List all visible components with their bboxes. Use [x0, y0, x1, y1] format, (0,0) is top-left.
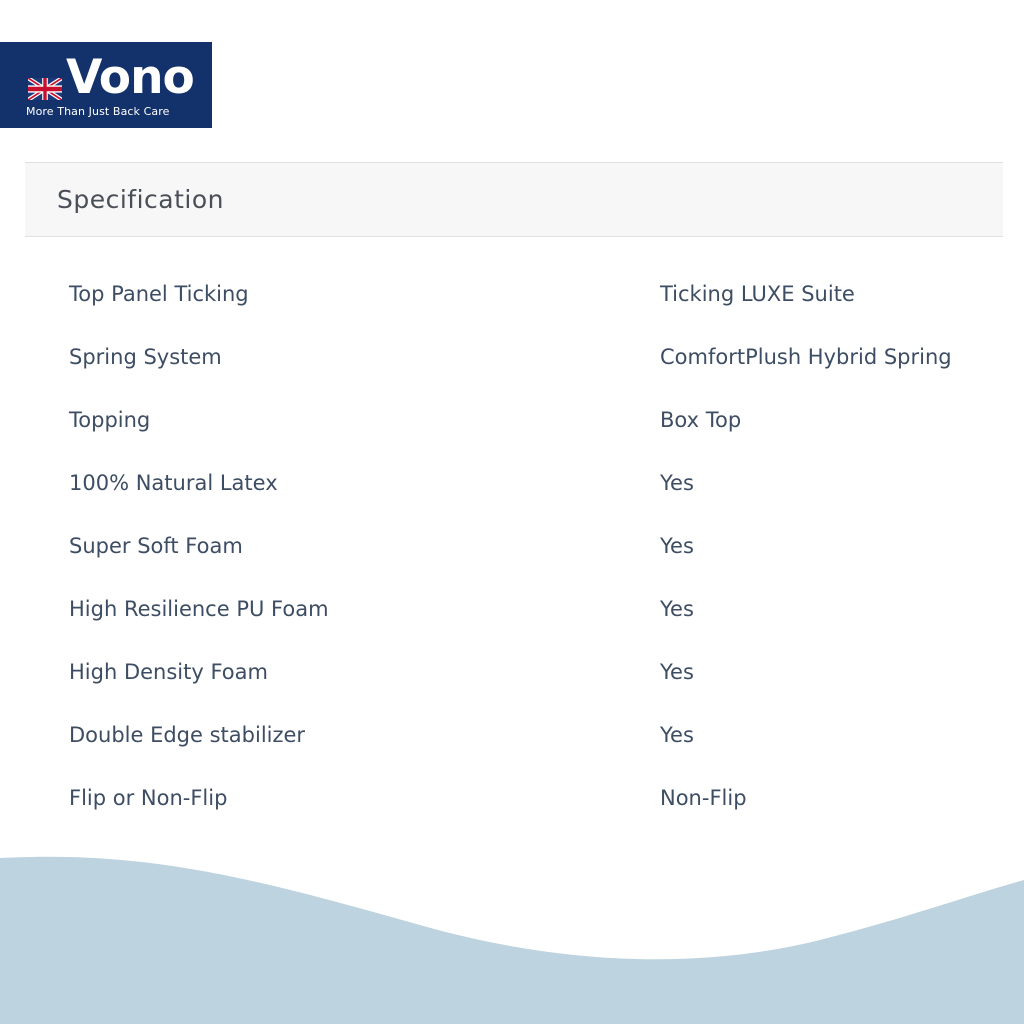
spec-value: Ticking LUXE Suite — [660, 282, 855, 306]
specification-title: Specification — [57, 185, 225, 214]
spec-row — [0, 767, 1024, 830]
spec-label: Flip or Non-Flip — [69, 786, 228, 810]
spec-label: 100% Natural Latex — [69, 471, 278, 495]
spec-value: Box Top — [660, 408, 742, 432]
spec-value: Non-Flip — [660, 786, 747, 810]
spec-row — [0, 578, 1024, 641]
spec-value: Yes — [660, 534, 694, 558]
specification-header — [25, 162, 1003, 237]
spec-row — [0, 452, 1024, 515]
specification-table — [0, 263, 1024, 830]
spec-label: High Density Foam — [69, 660, 268, 684]
brand-tagline: More Than Just Back Care — [26, 105, 170, 118]
brand-name: Vono — [66, 50, 194, 105]
spec-label: Double Edge stabilizer — [69, 723, 306, 747]
spec-row — [0, 389, 1024, 452]
spec-value: ComfortPlush Hybrid Spring — [660, 345, 952, 369]
spec-row — [0, 515, 1024, 578]
spec-label: High Resilience PU Foam — [69, 597, 329, 621]
spec-value: Yes — [660, 660, 694, 684]
spec-value: Yes — [660, 723, 694, 747]
brand-logo — [0, 42, 212, 128]
spec-label: Spring System — [69, 345, 222, 369]
spec-value: Yes — [660, 597, 694, 621]
union-jack-flag-icon — [28, 78, 62, 100]
spec-label: Topping — [69, 408, 151, 432]
spec-label: Super Soft Foam — [69, 534, 243, 558]
spec-row — [0, 263, 1024, 326]
spec-label: Top Panel Ticking — [69, 282, 249, 306]
decorative-wave — [0, 840, 1024, 1024]
spec-value: Yes — [660, 471, 694, 495]
spec-row — [0, 704, 1024, 767]
spec-row — [0, 326, 1024, 389]
spec-row — [0, 641, 1024, 704]
